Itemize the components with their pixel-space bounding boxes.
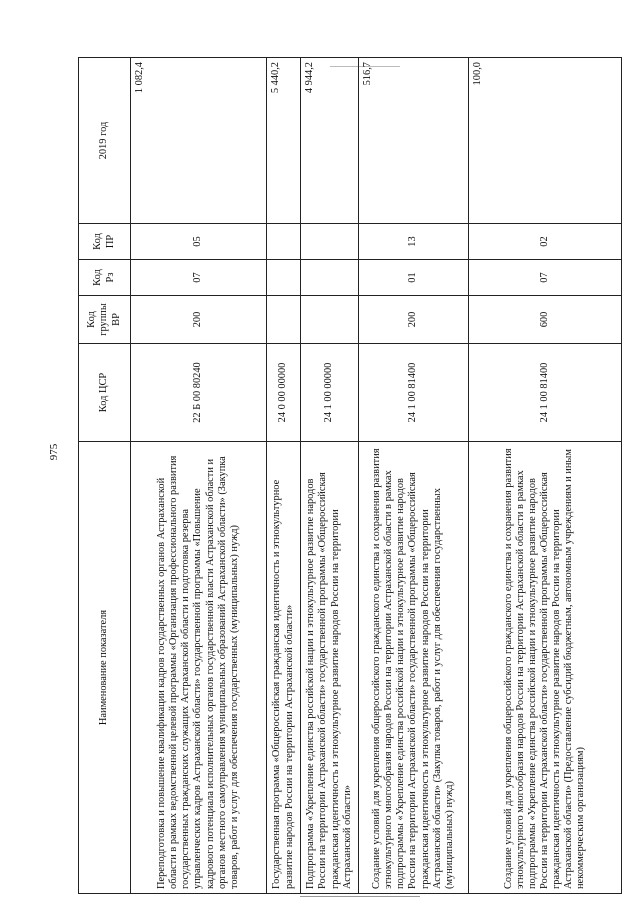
row-amount: 1 082,4	[131, 58, 267, 224]
row-pr	[267, 224, 301, 260]
row-vr: 200	[131, 296, 267, 344]
header-rz: Код Рз	[79, 260, 131, 296]
row-rz: 07	[469, 260, 622, 296]
header-name: Наименование показателя	[79, 442, 131, 894]
scan-mark-bottom	[300, 896, 420, 897]
table-row	[301, 58, 359, 894]
row-vr: 600	[469, 296, 622, 344]
row-vr	[301, 296, 359, 344]
row-rz: 07	[131, 260, 267, 296]
row-amount: 5 440,2	[267, 58, 301, 224]
row-rz	[301, 260, 359, 296]
row-name: Переподготовка и повышение квалификации кадров государственных органов Астраханской области в рамках ведомственной целевой программы «Организация профессионального развития государственных гражданских служащих Астраханской области и подготовка резерва управленческих кадров Астраханской области» государственной программы «Повышение кадрового потенциала исполнительных органов государственной власти Астраханской области и органов местного самоуправления муниципальных образований Астраханской области» (Закупка товаров, работ и услуг для обеспечения государственных (муниципальных) нужд)	[131, 442, 267, 894]
row-rz: 01	[359, 260, 469, 296]
budget-table-rotated	[78, 58, 622, 894]
row-csr: 24 1 00 81400	[359, 344, 469, 442]
row-csr: 24 1 00 00000	[301, 344, 359, 442]
row-amount: 100,0	[469, 58, 622, 224]
row-rz	[267, 260, 301, 296]
row-name: Создание условий для укрепления общероссийского гражданского единства и сохранения развития этнокультурного многообразия народов России на территории Астраханской области в рамках подпрограммы «Укрепление единства российской нации и этнокультурное развитие народов России на территории Астраханской области» государственной программы «Общероссийская гражданская идентичность и этнокультурное развитие народов России на территории Астраханской области» (Предоставление субсидий бюджетным, автономным учреждениям и иным некоммерческим организациям)	[469, 442, 622, 894]
row-vr: 200	[359, 296, 469, 344]
row-csr: 24 1 00 81400	[469, 344, 622, 442]
row-name: Государственная программа «Общероссийская гражданская идентичность и этнокультурное развитие народов России на территории Астраханской области»	[267, 442, 301, 894]
table-row	[131, 58, 267, 894]
row-vr	[267, 296, 301, 344]
row-amount: 516,7	[359, 58, 469, 224]
row-pr: 13	[359, 224, 469, 260]
table-header-row	[79, 58, 131, 894]
row-pr	[301, 224, 359, 260]
header-year: 2019 год	[79, 58, 131, 224]
header-pr: Код ПР	[79, 224, 131, 260]
page-number: 975	[48, 443, 60, 461]
header-csr: Код ЦСР	[79, 344, 131, 442]
table-row	[267, 58, 301, 894]
row-amount: 4 944,2	[301, 58, 359, 224]
row-name: Подпрограмма «Укрепление единства российской нации и этнокультурное развитие народов России на территории Астраханской области» государственной программы «Общероссийская гражданская идентичность и этнокультурное развитие народов России на территории Астраханской области»	[301, 442, 359, 894]
budget-table-frame	[78, 58, 622, 894]
row-pr: 05	[131, 224, 267, 260]
budget-table	[78, 57, 622, 894]
row-name: Создание условий для укрепления общероссийского гражданского единства и сохранения развития этнокультурного многообразия народов России на территории Астраханской области в рамках подпрограммы «Укрепление единства российской нации и этнокультурное развитие народов России на территории Астраханской области» государственной программы «Общероссийская гражданская идентичность и этнокультурное развитие народов России на территории Астраханской области» (Закупка товаров, работ и услуг для обеспечения государственных (муниципальных) нужд)	[359, 442, 469, 894]
row-csr: 24 0 00 00000	[267, 344, 301, 442]
table-row	[469, 58, 622, 894]
row-csr: 22 Б 00 80240	[131, 344, 267, 442]
table-row	[359, 58, 469, 894]
row-pr: 02	[469, 224, 622, 260]
header-vr: Код группы ВР	[79, 296, 131, 344]
